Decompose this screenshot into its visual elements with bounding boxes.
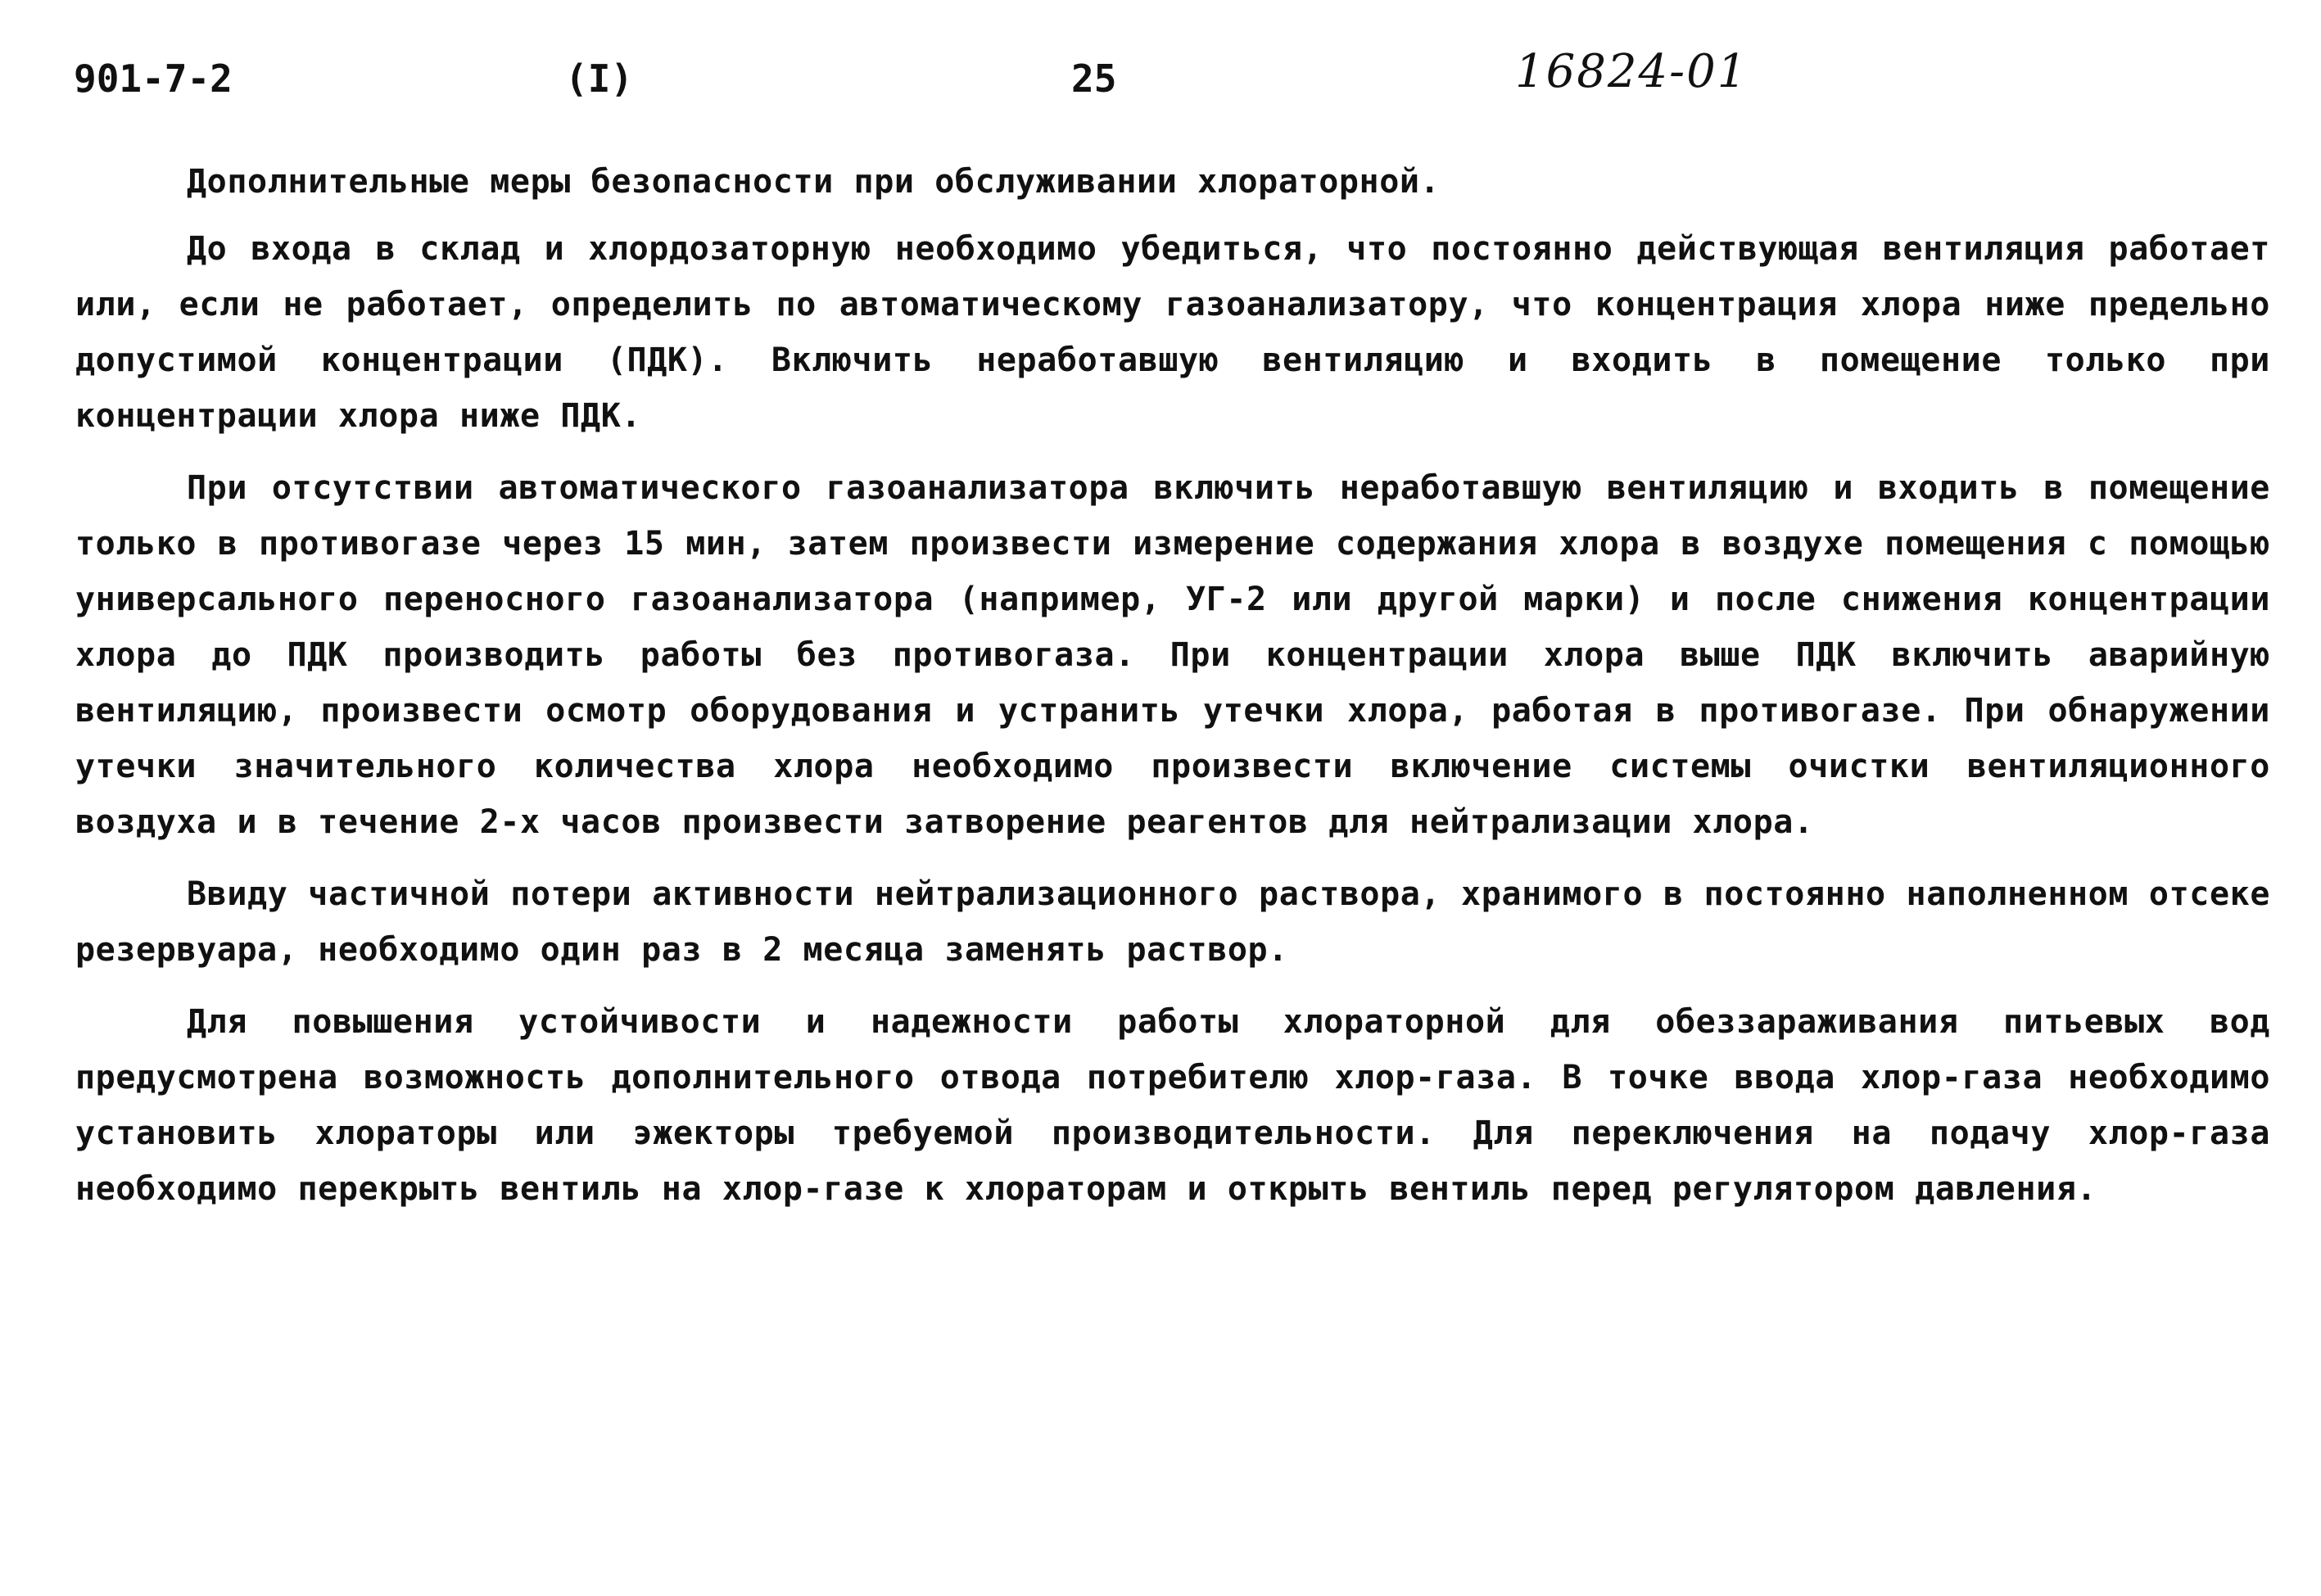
part-number: (I) bbox=[565, 57, 634, 101]
paragraph-reliability: Для повышения устойчивости и надежности работы хлораторной для обеззараживания питьевых вод предусмотрена возможность дополнительного отвода потребителю хлор-газа. В точке ввода хлор-газа необходимо установить хлораторы или эжекторы требуемой производительности. Для переключения на подачу хлор-газа необходимо перекрыть вентиль на хлор-газе к хлораторам и открыть вентиль перед регулятором давления. bbox=[75, 1003, 2270, 1208]
handwritten-number: 16824-01 bbox=[1515, 45, 1749, 98]
document-code: 901-7-2 bbox=[74, 57, 233, 101]
paragraph-entry-check: До входа в склад и хлордозаторную необходимо убедиться, что постоянно действующая вентиляция работает или, если не работает, определить по автоматическому газоанализатору, что концентрация хлора ниже предельно допустимой концентрации (ПДК). Включить неработавшую вентиляцию и входить в помещение только при концентрации хлора ниже ПДК. bbox=[75, 230, 2270, 435]
paragraph-no-analyzer: При отсутствии автоматического газоанализатора включить неработавшую вентиляцию и входить в помещение только в противогазе через 15 мин, затем произвести измерение содержания хлора в воздухе помещения с помощью универсального переносного газоанализатора (например, УГ-2 или другой марки) и после снижения концентрации хлора до ПДК производить работы без противогаза. При концентрации хлора выше ПДК включить аварийную вентиляцию, произвести осмотр оборудования и устранить утечки хлора, работая в противогазе. При обнаружении утечки значительного количества хлора необходимо произвести включение системы очистки вентиляционного воздуха и в течение 2-х часов произвести затворение реагентов для нейтрализации хлора. bbox=[75, 469, 2270, 841]
page-header bbox=[0, 0, 2321, 115]
page-number: 25 bbox=[1071, 57, 1117, 101]
document-body bbox=[75, 154, 2270, 1233]
paragraph-solution-replacement: Ввиду частичной потери активности нейтрализационного раствора, хранимого в постоянно наполненном отсеке резервуара, необходимо один раз в 2 месяца заменять раствор. bbox=[75, 875, 2270, 969]
section-title: Дополнительные меры безопасности при обслуживании хлораторной. bbox=[187, 163, 1441, 201]
